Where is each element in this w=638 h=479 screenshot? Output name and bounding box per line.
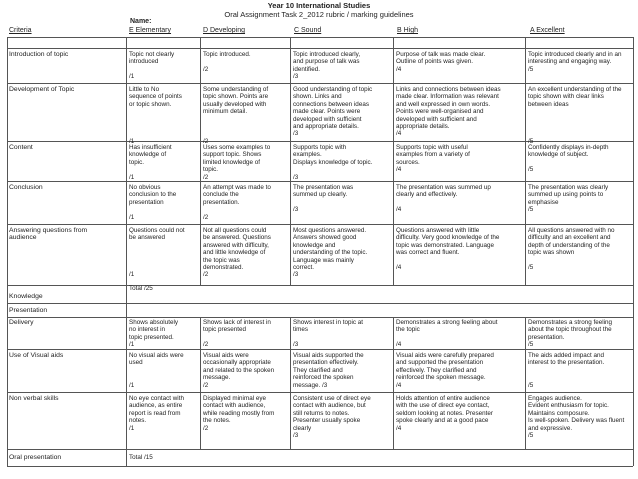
grid-line bbox=[290, 37, 291, 285]
grid-line bbox=[7, 466, 633, 467]
grid-line bbox=[126, 37, 127, 466]
cell-questions-d: Not all questions could be answered. Questions answered with difficulty, and little knowledge of the topic was demonstrated. /2 bbox=[203, 227, 271, 279]
criteria-visual-aids: Use of Visual aids bbox=[9, 352, 64, 359]
cell-questions-e: Questions could not be answered /1 bbox=[129, 227, 185, 279]
grid-line bbox=[7, 37, 8, 466]
cell-nonverbal-e: No eye contact with audience, as entire report is read from notes. /1 bbox=[129, 395, 184, 432]
grid-line bbox=[7, 37, 633, 38]
cell-conclusion-b: The presentation was summed up clearly and effectively. /4 bbox=[396, 184, 491, 214]
header-excellent: A Excellent bbox=[530, 27, 565, 34]
grid-line bbox=[633, 37, 634, 466]
grid-line bbox=[7, 392, 633, 393]
cell-questions-b: Questions answered with little difficulty. Very good knowledge of the topic was demonstrated. Language was correct and fluent. /4 bbox=[396, 227, 500, 272]
document-subtitle: Oral Assignment Task 2_2012 rubric / marking guidelines bbox=[224, 10, 414, 19]
presentation-label: Presentation bbox=[9, 307, 48, 314]
criteria-conclusion: Conclusion bbox=[9, 184, 43, 191]
cell-conclusion-e: No obvious conclusion to the presentation /1 bbox=[129, 184, 177, 221]
cell-nonverbal-d: Displayed minimal eye contact with audience, while reading mostly from the notes. /2 bbox=[203, 395, 275, 432]
cell-content-b: Supports topic with useful examples from a variety of sources. /4 bbox=[396, 144, 470, 174]
grid-line bbox=[200, 317, 201, 449]
cell-nonverbal-c: Consistent use of direct eye contact with audience, but still returns to notes. Presenter usually spoke clearly /3 bbox=[293, 395, 371, 440]
cell-visual-a: The aids added impact and interest to the presentation. /5 bbox=[528, 352, 605, 389]
criteria-non-verbal: Non verbal skills bbox=[9, 395, 59, 402]
header-high: B High bbox=[397, 27, 419, 34]
cell-development-e: Little to No sequence of points or topic shown. /1 bbox=[129, 86, 182, 145]
grid-line bbox=[7, 83, 633, 84]
cell-content-e: Has insufficient knowledge of topic. /1 bbox=[129, 144, 172, 181]
grid-line bbox=[393, 37, 394, 285]
document-title: Year 10 International Studies bbox=[267, 1, 371, 10]
cell-delivery-b: Demonstrates a strong feeling about the topic /4 bbox=[396, 319, 498, 349]
cell-visual-c: Visual aids supported the presentation effectively. They clarified and reinforced the spoken message. /3 bbox=[293, 352, 364, 389]
cell-content-a: Confidently displays in-depth knowledge of subject. /5 bbox=[528, 144, 609, 174]
knowledge-label: Knowledge bbox=[9, 293, 43, 300]
cell-nonverbal-a: Engages audience. Evident enthusiasm for topic. Maintains composure. Is well-spoken. Delivery was fluent and expressive. /5 bbox=[528, 395, 625, 440]
criteria-introduction: Introduction of topic bbox=[9, 51, 69, 58]
knowledge-total: Total /25 bbox=[129, 285, 153, 292]
cell-introduction-c: Topic introduced clearly, and purpose of talk was identified. /3 bbox=[293, 51, 361, 81]
header-sound: C Sound bbox=[294, 27, 322, 34]
cell-visual-d: Visual aids were occasionally appropriate and related to the spoken message. /2 bbox=[203, 352, 275, 389]
cell-questions-c: Most questions answered. Answers showed good knowledge and understanding of the topic. Language was mainly correct. /3 bbox=[293, 227, 368, 279]
grid-line bbox=[7, 224, 633, 225]
cell-content-d: Uses some examples to support topic. Shows limited knowledge of topic. /2 bbox=[203, 144, 271, 181]
cell-development-d: Some understanding of topic shown. Points are usually developed with minimum detail. /2 bbox=[203, 86, 269, 145]
cell-conclusion-a: The presentation was clearly summed up using points to emphasise /5 bbox=[528, 184, 609, 214]
name-label: Name: bbox=[130, 18, 152, 25]
grid-line bbox=[7, 285, 633, 286]
cell-conclusion-c: The presentation was summed up clearly. /3 bbox=[293, 184, 354, 214]
criteria-delivery: Delivery bbox=[9, 319, 34, 326]
grid-line bbox=[7, 181, 633, 182]
cell-delivery-c: Shows interest in topic at times /3 bbox=[293, 319, 364, 349]
grid-line bbox=[525, 37, 526, 285]
header-developing: D Developing bbox=[203, 27, 246, 34]
cell-introduction-e: Topic not clearly introduced /1 bbox=[129, 51, 175, 81]
cell-delivery-e: Shows absolutely no interest in topic presented. /1 bbox=[129, 319, 179, 349]
grid-line bbox=[7, 349, 633, 350]
cell-visual-b: Visual aids were carefully prepared and supported the presentation effectively. They clarified and reinforced the spoken message. /4 bbox=[396, 352, 494, 389]
grid-line bbox=[7, 303, 633, 304]
criteria-content: Content bbox=[9, 144, 33, 151]
grid-line bbox=[7, 141, 633, 142]
cell-development-b: Links and connections between ideas made clear. Information was relevant and well expressed in own words. Points were well-organised and developed with sufficient and appropriate details. /4 bbox=[396, 86, 501, 138]
cell-development-c: Good understanding of topic shown. Links and connections between ideas made clear. Points were developed with sufficient and appropriate details. /3 bbox=[293, 86, 373, 138]
criteria-development: Development of Topic bbox=[9, 86, 75, 93]
grid-line bbox=[7, 317, 633, 318]
grid-line bbox=[393, 317, 394, 449]
cell-delivery-a: Demonstrates a strong feeling about the topic throughout the presentation. /5 bbox=[528, 319, 613, 349]
cell-visual-e: No visual aids were used /1 bbox=[129, 352, 184, 389]
cell-nonverbal-b: Holds attention of entire audience with the use of direct eye contact, seldom looking at notes. Presenter spoke clearly and at a good pace /4 bbox=[396, 395, 493, 432]
header-criteria: Criteria bbox=[9, 27, 32, 34]
cell-content-c: Supports topic with examples. Displays knowledge of topic. /3 bbox=[293, 144, 373, 181]
cell-introduction-b: Purpose of talk was made clear. Outline of points was given. /4 bbox=[396, 51, 486, 73]
cell-development-a: An excellent understanding of the topic shown with clear links between ideas /5 bbox=[528, 86, 622, 145]
cell-conclusion-d: An attempt was made to conclude the presentation. /2 bbox=[203, 184, 271, 221]
cell-questions-a: All questions answered with no difficulty and an excellent and depth of understanding of the topic was shown /5 bbox=[528, 227, 615, 272]
criteria-answering-questions: Answering questions from audience bbox=[9, 227, 88, 242]
oral-presentation-label: Oral presentation bbox=[9, 454, 62, 461]
oral-presentation-total: Total /15 bbox=[129, 454, 153, 461]
header-elementary: E Elementary bbox=[129, 27, 172, 34]
grid-line bbox=[525, 317, 526, 449]
grid-line bbox=[200, 37, 201, 285]
grid-line bbox=[7, 449, 633, 450]
cell-delivery-d: Shows lack of interest in topic presented /2 bbox=[203, 319, 271, 349]
grid-line bbox=[290, 317, 291, 449]
cell-introduction-a: Topic introduced clearly and in an interesting and engaging way. /5 bbox=[528, 51, 622, 73]
grid-line bbox=[7, 48, 633, 49]
cell-introduction-d: Topic introduced. /2 bbox=[203, 51, 251, 73]
